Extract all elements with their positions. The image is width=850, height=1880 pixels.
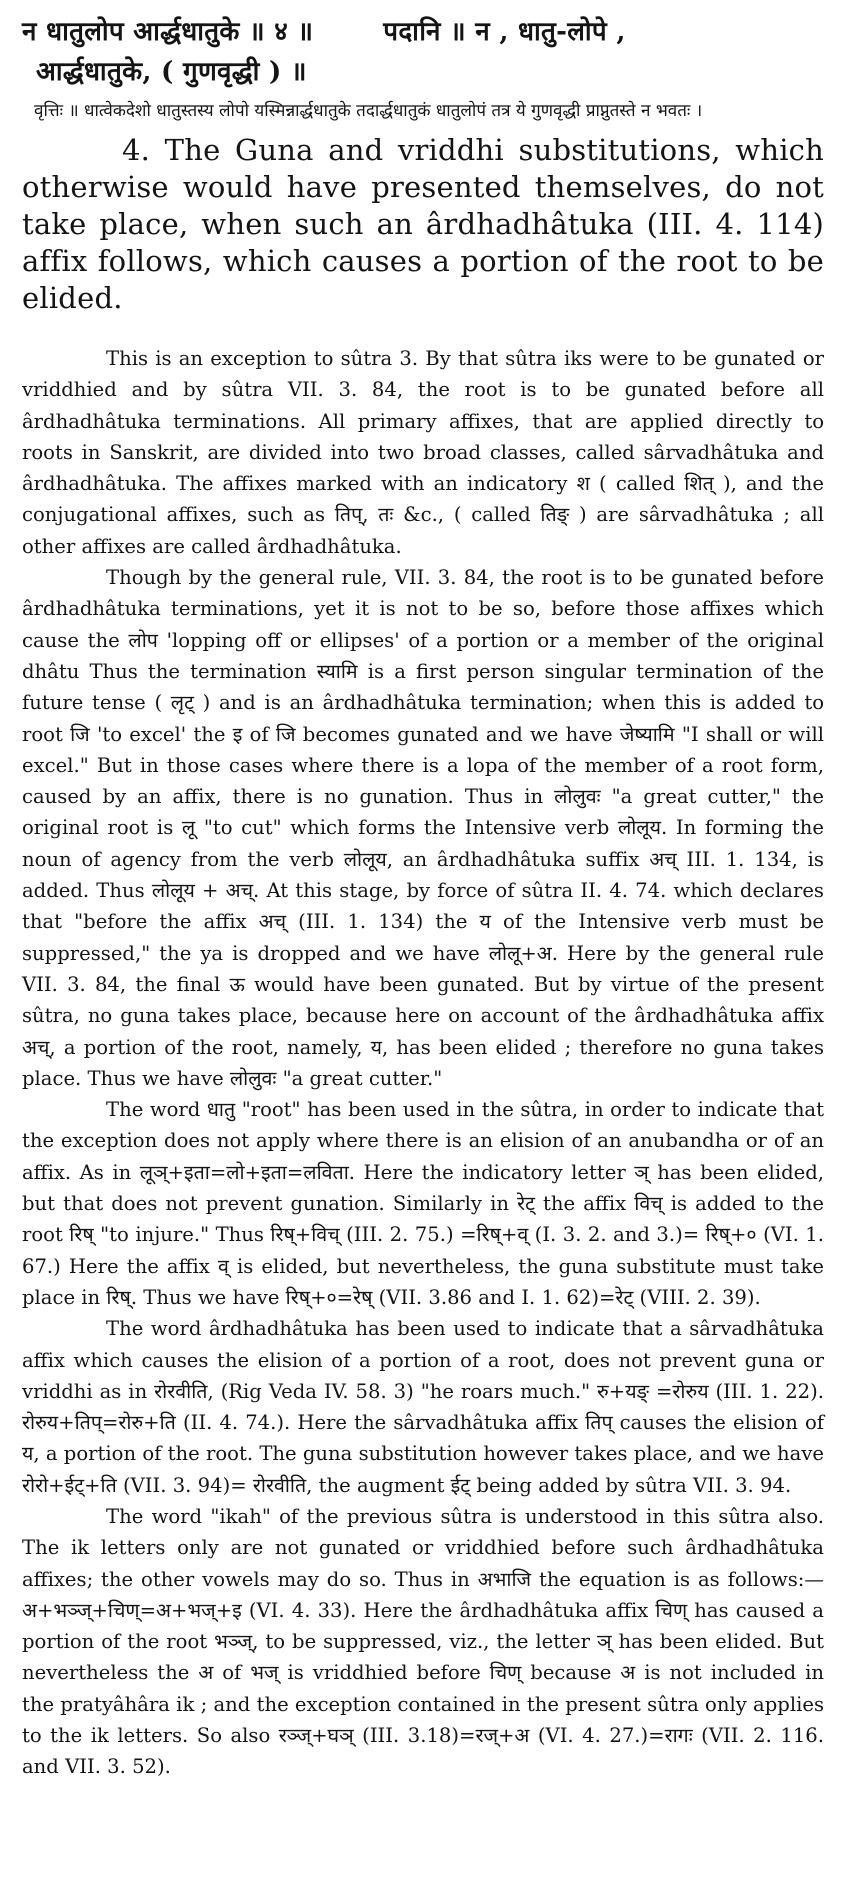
padani-line1: पदानि ॥ न , धातु-लोपे , bbox=[383, 17, 626, 47]
sutra-number: 4. bbox=[122, 133, 151, 167]
commentary-paragraph-5: The word "ikah" of the previous sûtra is understood in this sûtra also. The ik letters only are not gunated or vriddhied before such ârdhadhâtuka affixes; the other vowels may do so. Thus in अभाजि the equation is as follows:—अ+भञ्ज्+चिण्=अ+भज्+इ (VI. 4. 33). Here the ârdhadhâtuka affix चिण् has caused a portion of the root भञ्ज्, to be suppressed, viz., the letter ञ् has been elided. But nevertheless the अ of भज् is vriddhied before चिण् because अ is not included in the pratyâhâra ik ; and the exception contained in the present sûtra only applies to the ik letters. So also रञ्ज्+घञ् (III. 3.18)=रज्+अ (VI. 4. 27.)=रागः (VII. 2. 116. and VII. 3. 52). bbox=[22, 1504, 824, 1779]
commentary-paragraph-4: The word ârdhadhâtuka has been used to indicate that a sârvadhâtuka affix which causes the elision of a portion of a root, does not prevent guna or vriddhi as in रोरवीति, (Rig Veda IV. 58. 3) "he roars much." रु+यङ् =रोरुय (III. 1. 22). रोरुय+तिप्=रोरु+ति (II. 4. 74.). Here the sârvadhâtuka affix तिप् causes the elision of य, a portion of the root. The guna substitution however takes place, and we have रोरो+ईट्+ति (VII. 3. 94)= रोरवीति, the augment ईट् being added by sûtra VII. 3. 94. bbox=[22, 1317, 824, 1497]
sutra-translation bbox=[22, 132, 824, 317]
sutra-heading bbox=[22, 14, 824, 50]
vritti-commentary: वृत्तिः ॥ धात्वेकदेशो धातुस्तस्य लोपो यस्मिन्नार्द्धधातुके तदार्द्धधातुकं धातुलोपं तत्र ये गुणवृद्धी प्राप्नुतस्ते न भवतः । bbox=[34, 101, 703, 121]
commentary-paragraph-3: The word धातु "root" has been used in the sûtra, in order to indicate that the exception does not apply where there is an elision of an anubandha or of an affix. As in लूञ्+इता=लो+इता=लविता. Here the indicatory letter ञ् has been elided, but that does not prevent gunation. Similarly in रेट् the affix विच् is added to the root रिष् "to injure." Thus रिष्+विच् (III. 2. 75.) =रिष्+व् (I. 3. 2. and 3.)= रिष्+० (VI. 1. 67.) Here the affix व् is elided, but nevertheless, the guna substitute must take place in रिष्. Thus we have रिष्+०=रेष् (VII. 3.86 and I. 1. 62)=रेट् (VIII. 2. 39). bbox=[22, 1098, 824, 1309]
commentary-paragraph-1: This is an exception to sûtra 3. By that sûtra iks were to be gunated or vriddhied and by sûtra VII. 3. 84, the root is to be gunated before all ârdhadhâtuka terminations. All primary affixes, that are applied directly to roots in Sanskrit, are divided into two broad classes, called sârvadhâtuka and ârdhadhâtuka. The affixes marked with an indicatory श ( called शित् ), and the conjugational affixes, such as तिप्, तः &c., ( called तिङ् ) are sârvadhâtuka ; all other affixes are called ârdhadhâtuka. bbox=[22, 347, 824, 558]
sutra-text: न धातुलोप आर्द्धधातुके ॥ ४ ॥ bbox=[22, 17, 314, 47]
translation-text: The Guna and vriddhi substitutions, which otherwise would have presented themselves, do not take place, when such an ârdhadhâtuka (III. 4. 114) affix follows, which causes a portion of the root to be elided. bbox=[22, 133, 824, 315]
padani-line2: आर्द्धधातुके, ( गुणवृद्धी ) ॥ bbox=[36, 57, 307, 87]
commentary-paragraph-2: Though by the general rule, VII. 3. 84, the root is to be gunated before ârdhadhâtuka terminations, yet it is not to be so, before those affixes which cause the लोप 'lopping off or ellipses' of a portion or a member of the original dhâtu Thus the termination स्यामि is a first person singular termination of the future tense ( लृट् ) and is an ârdhadhâtuka termination; when this is added to root जि 'to excel' the इ of जि becomes gunated and we have जेष्यामि "I shall or will excel." But in those cases where there is a lopa of the member of a root form, caused by an affix, there is no gunation. Thus in लोलुवः "a great cutter," the original root is लू "to cut" which forms the Intensive verb लोलूय. In forming the noun of agency from the verb लोलूय, an ârdhadhâtuka suffix अच् III. 1. 134, is added. Thus लोलूय + अच्. At this stage, by force of sûtra II. 4. 74. which declares that "before the affix अच् (III. 1. 134) the य of the Intensive verb must be suppressed," the ya is dropped and we have लोलू+अ. Here by the general rule VII. 3. 84, the final ऊ would have been gunated. But by virtue of the present sûtra, no guna takes place, because here on account of the ârdhadhâtuka affix अच्, a portion of the root, namely, य, has been elided ; therefore no guna takes place. Thus we have लोलुवः "a great cutter." bbox=[22, 566, 824, 1090]
